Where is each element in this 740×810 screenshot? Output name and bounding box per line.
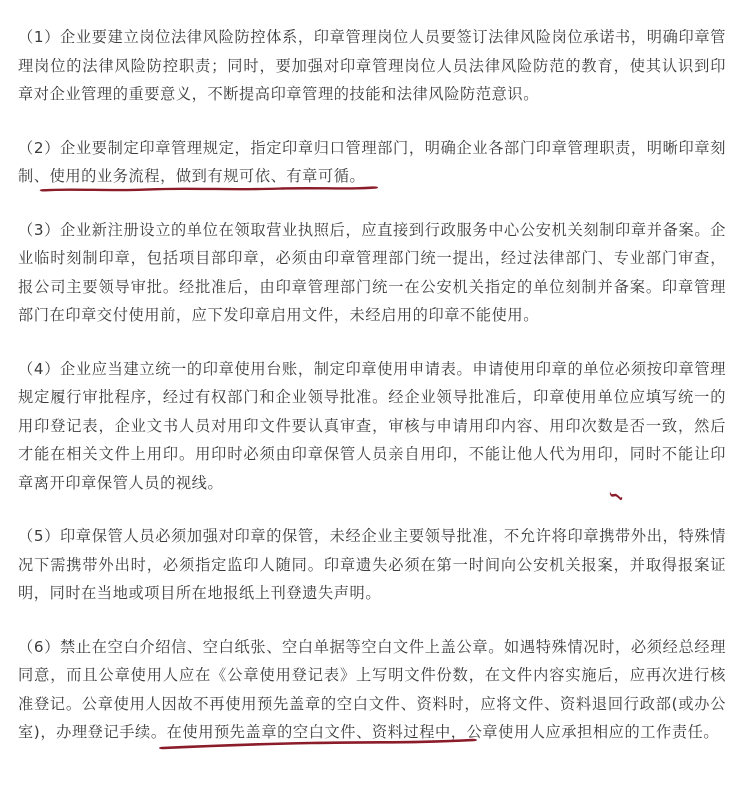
paragraph-2 — [18, 134, 726, 191]
paragraph-5 — [18, 522, 726, 608]
hand-underline-2 — [610, 490, 622, 504]
paragraph-1-text: （1）企业要建立岗位法律风险防控体系，印章管理岗位人员要签订法律风险岗位承诺书，明确印章管理岗位的法律风险防控职责；同时，要加强对印章管理岗位人员法律风险防范的教育，使其认识到印章对企业管理的重要意义，不断提高印章管理的技能和法律风险防范意识。 — [18, 28, 726, 103]
paragraph-6-text: （6）禁止在空白介绍信、空白纸张、空白单据等空白文件上盖公章。如遇特殊情况时，必须经总经理同意，而且公章使用人应在《公章使用登记表》上写明文件份数，在文件内容实施后，应再次进行核准登记。公章使用人因故不再使用预先盖章的空白文件、资料时，应将文件、资料退回行政部(或办公室)，办理登记手续。 — [18, 637, 726, 741]
paragraph-3 — [18, 216, 726, 330]
underlined-phrase-3 — [167, 723, 467, 741]
paragraph-6 — [18, 633, 726, 747]
paragraph-3-text: （3）企业新注册设立的单位在领取营业执照后，应直接到行政服务中心公安机关刻制印章并备案。企业临时刻制印章，包括项目部印章，必须由印章管理部门统一提出，经过法律部门、专业部门审查，报公司主要领导审批。经批准后，由印章管理部门统一在公安机关指定的单位刻制并备案。印章管理部门在印章交付使用前，应下发印章启用文件，未经启用的印章不能使用。 — [18, 220, 726, 324]
underlined-phrase-1 — [50, 167, 366, 185]
underlined-phrase-1-text: 使用的业务流程，做到有规可依、有章可循。 — [49, 167, 366, 185]
underlined-phrase-3-text: 在使用预先盖章的空白文件、资料过程中， — [166, 723, 467, 741]
paragraph-1 — [18, 23, 726, 109]
paragraph-5-text: （5）印章保管人员必须加强对印章的保管，未经企业主要领导批准，不允许将印章携带外出，特殊情况下需携带外出时，必须指定监印人随同。印章遗失必须在第一时间向公安机关报案，并取得报案证明，同时在当地或项目所在地报纸上刊登遗失声明。 — [18, 527, 726, 602]
article-body — [18, 23, 726, 747]
paragraph-2-text: （2）企业要制定印章管理规定，指定印章归口管理部门，明确企业各部门印章管理职责，明晰印章刻制、 — [18, 138, 726, 185]
paragraph-4 — [18, 355, 726, 498]
paragraph-4-text: （4）企业应当建立统一的印章使用台账，制定印章使用申请表。申请使用印章的单位必须按印章管理规定履行审批程序，经过有权部门和企业领导批准。经企业领导批准后，印章使用单位应填写统一的用印登记表，企业文书人员对用印文件要认真审查，审核与申请用印内容、用印次数是否一致，然后才能在相关文件上用印。用印时必须由印章保管人员亲自用印，不能让他人代为用印 — [18, 359, 726, 463]
underlined-phrase-2-text: ，同时不能让印章离开印章保管人员的视线。 — [18, 445, 726, 492]
paragraph-6-tail-text: 公章使用人应承担相应的工作责任。 — [466, 723, 720, 741]
